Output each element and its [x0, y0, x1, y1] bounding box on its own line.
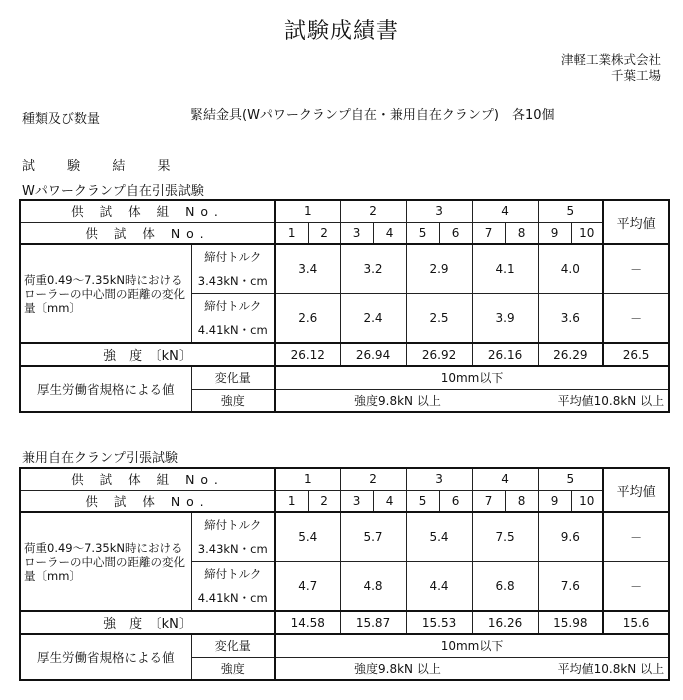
measurement-description: 荷重0.49～7.35kN時におけるローラーの中心間の距離の変化量〔mm〕 [20, 512, 191, 611]
torque-label: 締付トルク [204, 567, 262, 581]
change-value: 4.4 [406, 562, 472, 612]
specimen-header-label: 供 試 体 No. [20, 490, 275, 512]
specimen-header-label: 供 試 体 No. [20, 222, 275, 244]
results-heading-char: 験 [67, 159, 81, 174]
kind-quantity-label: 種類及び数量 [22, 112, 101, 127]
torque-row [20, 512, 669, 562]
change-average: － [603, 512, 669, 562]
change-average: － [603, 562, 669, 612]
change-value: 5.4 [406, 512, 472, 562]
torque-value: 3.43kN・cm [197, 274, 268, 288]
spec-strength-average: 平均値10.8kN 以上 [557, 393, 665, 408]
specimen-number: 5 [406, 222, 439, 244]
document-title: 試験成績書 [283, 19, 399, 44]
specimen-number: 2 [308, 222, 340, 244]
average-header: 平均値 [603, 468, 669, 512]
measurement-description: 荷重0.49～7.35kN時におけるローラーの中心間の距離の変化量〔mm〕 [20, 244, 191, 343]
torque-condition [191, 244, 275, 294]
results-heading-char: 結 [112, 159, 126, 174]
results-heading [22, 155, 184, 174]
results-heading-char: 試 [22, 159, 36, 174]
strength-row [20, 343, 669, 366]
spec-change-value: 10mm以下 [275, 634, 669, 657]
spec-strength-value: 強度9.8kN 以上 [354, 661, 441, 676]
specimen-number: 9 [538, 222, 571, 244]
change-value: 3.6 [538, 294, 603, 344]
spec-change-label: 変化量 [191, 634, 275, 657]
torque-value: 4.41kN・cm [197, 323, 268, 337]
strength-value: 16.26 [472, 611, 538, 634]
strength-value: 15.87 [340, 611, 406, 634]
change-value: 7.6 [538, 562, 603, 612]
specimen-number: 9 [538, 490, 571, 512]
group-header-label: 供 試 体 組 No. [20, 200, 275, 222]
change-value: 2.5 [406, 294, 472, 344]
strength-value: 26.29 [538, 343, 603, 366]
specimen-number: 4 [373, 490, 406, 512]
group-header-row [20, 200, 669, 222]
strength-value: 15.53 [406, 611, 472, 634]
group-number: 2 [340, 200, 406, 222]
strength-label: 強 度 〔kN〕 [20, 343, 275, 366]
specimen-number: 1 [275, 222, 308, 244]
group-number: 1 [275, 468, 340, 490]
specimen-number: 8 [505, 222, 538, 244]
spec-label: 厚生労働省規格による値 [20, 366, 191, 412]
change-value: 2.4 [340, 294, 406, 344]
change-value: 4.8 [340, 562, 406, 612]
torque-value: 3.43kN・cm [197, 542, 268, 556]
average-header: 平均値 [603, 200, 669, 244]
change-value: 2.9 [406, 244, 472, 294]
results-heading-char: 果 [157, 159, 171, 174]
torque-label: 締付トルク [204, 299, 262, 313]
strength-value: 26.12 [275, 343, 340, 366]
change-value: 3.9 [472, 294, 538, 344]
specimen-number: 5 [406, 490, 439, 512]
change-value: 9.6 [538, 512, 603, 562]
torque-condition [191, 294, 275, 344]
specimen-number: 3 [340, 490, 373, 512]
change-value: 3.4 [275, 244, 340, 294]
specimen-number: 7 [472, 222, 505, 244]
specimen-number: 4 [373, 222, 406, 244]
strength-average: 15.6 [603, 611, 669, 634]
change-value: 4.0 [538, 244, 603, 294]
spec-strength-cell [275, 389, 669, 412]
torque-label: 締付トルク [204, 518, 262, 532]
specimen-number: 10 [571, 490, 603, 512]
change-value: 2.6 [275, 294, 340, 344]
specimen-number: 8 [505, 490, 538, 512]
spec-change-label: 変化量 [191, 366, 275, 389]
specimen-number: 6 [439, 490, 472, 512]
strength-value: 14.58 [275, 611, 340, 634]
spec-label: 厚生労働省規格による値 [20, 634, 191, 680]
group-number: 3 [406, 200, 472, 222]
torque-value: 4.41kN・cm [197, 591, 268, 605]
group-number: 3 [406, 468, 472, 490]
strength-average: 26.5 [603, 343, 669, 366]
test-table [19, 467, 670, 681]
group-number: 4 [472, 200, 538, 222]
group-header-label: 供 試 体 組 No. [20, 468, 275, 490]
company-block [561, 52, 661, 84]
spec-strength-label: 強度 [191, 657, 275, 680]
section-title: 兼用自在クランプ引張試験 [22, 451, 179, 466]
change-value: 7.5 [472, 512, 538, 562]
group-number: 5 [538, 200, 603, 222]
change-value: 5.7 [340, 512, 406, 562]
strength-value: 15.98 [538, 611, 603, 634]
spec-strength-average: 平均値10.8kN 以上 [557, 661, 665, 676]
specimen-number: 10 [571, 222, 603, 244]
torque-condition [191, 562, 275, 612]
group-number: 4 [472, 468, 538, 490]
specimen-number: 1 [275, 490, 308, 512]
spec-change-row [20, 634, 669, 657]
change-value: 3.2 [340, 244, 406, 294]
change-average: － [603, 244, 669, 294]
spec-change-value: 10mm以下 [275, 366, 669, 389]
spec-strength-label: 強度 [191, 389, 275, 412]
group-number: 5 [538, 468, 603, 490]
strength-label: 強 度 〔kN〕 [20, 611, 275, 634]
torque-row [20, 244, 669, 294]
change-value: 6.8 [472, 562, 538, 612]
factory-name: 千葉工場 [610, 68, 661, 83]
strength-value: 26.94 [340, 343, 406, 366]
strength-value: 26.16 [472, 343, 538, 366]
torque-condition [191, 512, 275, 562]
specimen-header-row [20, 490, 669, 512]
specimen-header-row [20, 222, 669, 244]
test-table [19, 199, 670, 413]
company-name: 津軽工業株式会社 [560, 52, 661, 67]
section-title: Wパワークランプ自在引張試験 [22, 184, 204, 199]
spec-strength-value: 強度9.8kN 以上 [354, 393, 441, 408]
group-number: 1 [275, 200, 340, 222]
spec-change-row [20, 366, 669, 389]
strength-row [20, 611, 669, 634]
torque-label: 締付トルク [204, 250, 262, 264]
specimen-number: 7 [472, 490, 505, 512]
group-number: 2 [340, 468, 406, 490]
change-average: － [603, 294, 669, 344]
specimen-number: 6 [439, 222, 472, 244]
change-value: 4.7 [275, 562, 340, 612]
specimen-number: 2 [308, 490, 340, 512]
spec-strength-cell [275, 657, 669, 680]
kind-quantity-value: 緊結金具(Wパワークランプ自在・兼用自在クランプ) 各10個 [190, 108, 555, 123]
change-value: 5.4 [275, 512, 340, 562]
specimen-number: 3 [340, 222, 373, 244]
group-header-row [20, 468, 669, 490]
change-value: 4.1 [472, 244, 538, 294]
strength-value: 26.92 [406, 343, 472, 366]
